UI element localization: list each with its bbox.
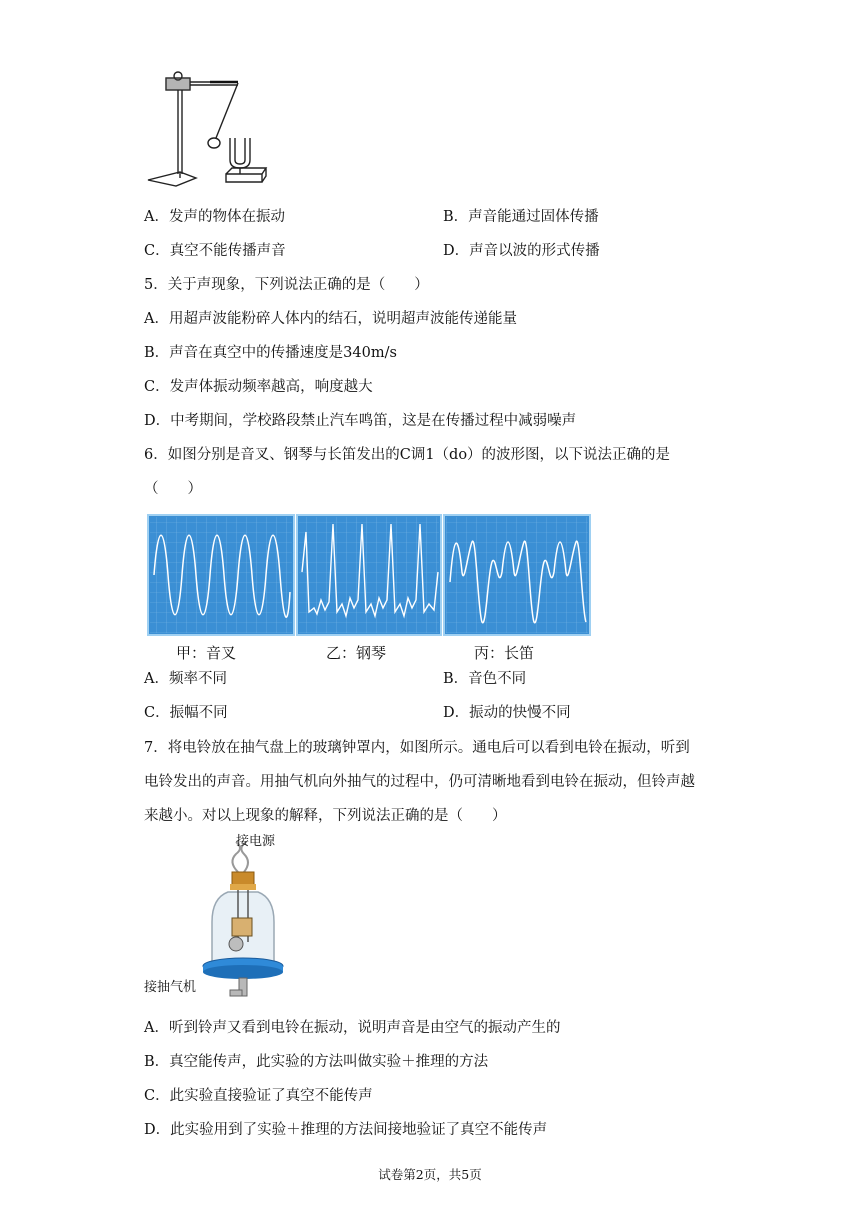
q6-option-b: B．音色不同 — [443, 671, 527, 687]
q6-option-a: A．频率不同 — [144, 671, 227, 687]
q5-option-b: B．声音在真空中的传播速度是340m/s — [144, 345, 397, 361]
q7-stem-line3: 来越小。对以上现象的解释，下列说法正确的是（ ） — [144, 808, 507, 824]
wave-caption-1: 甲：音叉 — [176, 644, 237, 662]
q4-option-b: B．声音能通过固体传播 — [443, 209, 599, 225]
q7-stem-line2: 电铃发出的声音。用抽气机向外抽气的过程中，仍可清晰地看到电铃在振动，但铃声越 — [144, 774, 695, 790]
q6-stem-line2: （ ） — [144, 481, 202, 497]
q7-option-d: D．此实验用到了实验＋推理的方法间接地验证了真空不能传声 — [144, 1122, 548, 1138]
q4-option-a: A．发声的物体在振动 — [144, 209, 285, 225]
q4-option-d: D．声音以波的形式传播 — [443, 243, 600, 259]
q5-option-c: C．发声体振动频率越高，响度越大 — [144, 379, 373, 395]
tuning-fork-wave-panel — [148, 515, 294, 635]
q5-option-a: A．用超声波能粉碎人体内的结石，说明超声波能传递能量 — [144, 311, 517, 327]
q5-option-d: D．中考期间，学校路段禁止汽车鸣笛，这是在传播过程中减弱噪声 — [144, 413, 577, 429]
q7-stem-line1: 7．将电铃放在抽气盘上的玻璃钟罩内，如图所示。通电后可以看到电铃在振动，听到 — [144, 740, 690, 756]
q7-option-c: C．此实验直接验证了真空不能传声 — [144, 1088, 373, 1104]
piano-wave-panel — [297, 515, 441, 635]
flute-wave-panel — [444, 515, 590, 635]
page-footer: 试卷第2页，共5页 — [378, 1167, 482, 1182]
q6-option-c: C．振幅不同 — [144, 705, 228, 721]
bell-jar-figure — [140, 832, 320, 1012]
label-pump: 接抽气机 — [144, 980, 197, 995]
label-power: 接电源 — [236, 834, 276, 849]
pendulum-tuning-fork-figure — [140, 68, 270, 192]
wave-caption-2: 乙：钢琴 — [326, 644, 387, 662]
q7-option-b: B．真空能传声，此实验的方法叫做实验＋推理的方法 — [144, 1054, 489, 1070]
wave-caption-3: 丙：长笛 — [474, 644, 535, 662]
q7-option-a: A．听到铃声又看到电铃在振动，说明声音是由空气的振动产生的 — [144, 1020, 561, 1036]
q6-stem-line1: 6．如图分别是音叉、钢琴与长笛发出的C调1（do）的波形图，以下说法正确的是 — [144, 447, 671, 463]
waveform-figure — [146, 512, 594, 662]
q4-option-c: C．真空不能传播声音 — [144, 243, 286, 259]
q6-option-d: D．振动的快慢不同 — [443, 705, 571, 721]
q5-stem: 5．关于声现象，下列说法正确的是（ ） — [144, 277, 429, 293]
